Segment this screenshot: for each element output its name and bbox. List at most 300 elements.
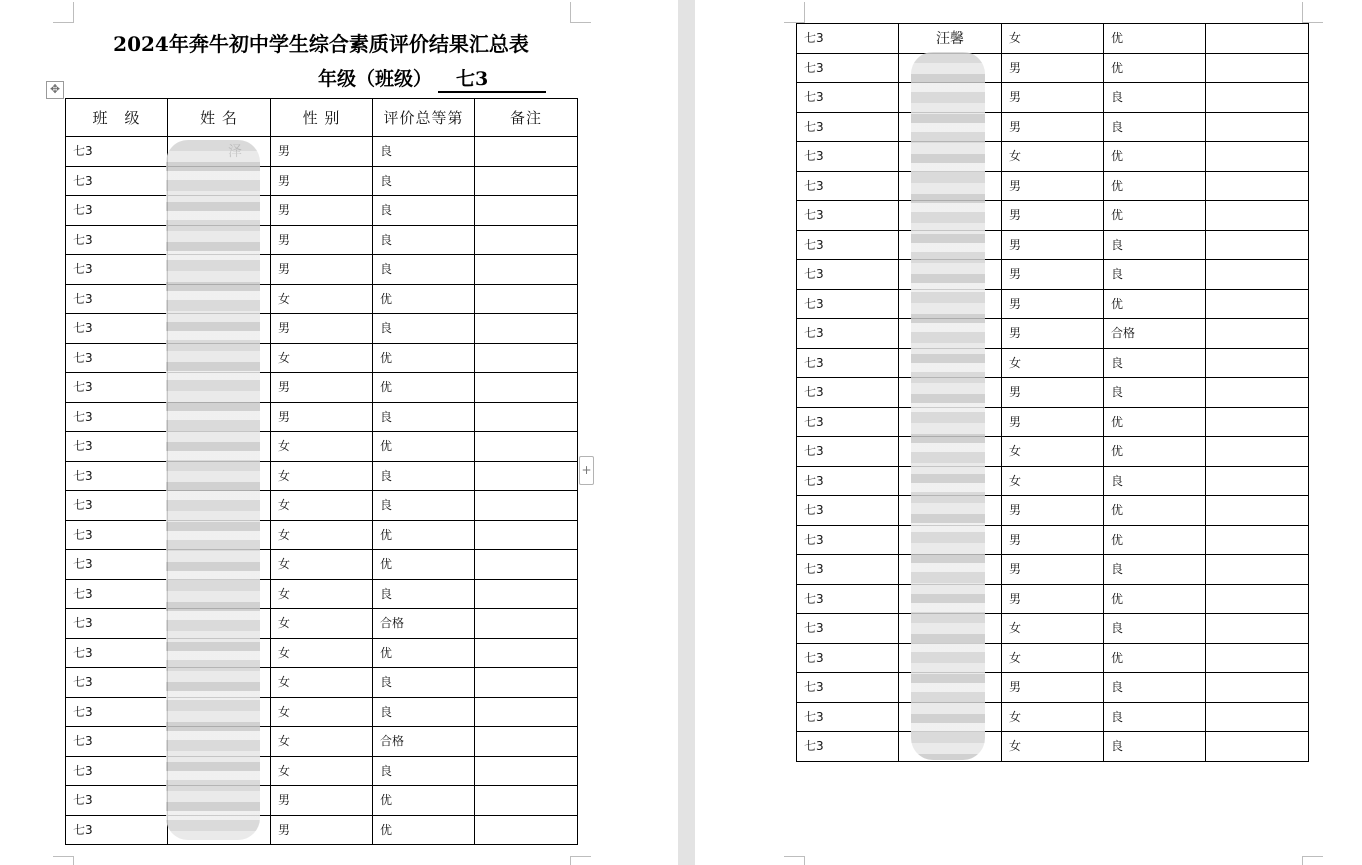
cell-grade[interactable] bbox=[1104, 171, 1206, 201]
cell-gender[interactable] bbox=[1002, 142, 1104, 172]
note-value bbox=[1206, 585, 1308, 590]
cell-class[interactable] bbox=[66, 166, 168, 196]
cell-class[interactable] bbox=[66, 225, 168, 255]
grade-value: 优 bbox=[1111, 60, 1124, 75]
cell-note[interactable] bbox=[475, 727, 578, 757]
results-table-page-1 bbox=[65, 98, 578, 845]
cell-note[interactable] bbox=[1206, 348, 1309, 378]
cell-note[interactable] bbox=[1206, 496, 1309, 526]
cell-class[interactable] bbox=[66, 668, 168, 698]
table-row bbox=[66, 638, 578, 668]
plus-icon[interactable]: + bbox=[579, 456, 594, 485]
grade-value: 良 bbox=[380, 498, 393, 512]
class-value: 七3 bbox=[804, 237, 824, 252]
grade-value: 优 bbox=[380, 557, 393, 571]
cell-class[interactable] bbox=[797, 83, 899, 113]
note-value bbox=[475, 491, 577, 496]
cell-grade[interactable] bbox=[373, 196, 475, 226]
cell-class[interactable] bbox=[797, 673, 899, 703]
grade-value: 良 bbox=[380, 203, 393, 217]
cell-note[interactable] bbox=[475, 402, 578, 432]
cell-gender[interactable] bbox=[271, 461, 373, 491]
note-value bbox=[475, 255, 577, 260]
table-row bbox=[66, 579, 578, 609]
cell-gender[interactable] bbox=[1002, 201, 1104, 231]
cell-gender[interactable] bbox=[1002, 437, 1104, 467]
cell-class[interactable] bbox=[797, 496, 899, 526]
note-value bbox=[1206, 54, 1308, 59]
cell-class[interactable] bbox=[797, 260, 899, 290]
cell-grade[interactable] bbox=[373, 520, 475, 550]
grade-value: 良 bbox=[1111, 562, 1124, 576]
class-value: 七3 bbox=[73, 291, 93, 306]
cell-gender[interactable] bbox=[271, 697, 373, 727]
cell-gender[interactable] bbox=[271, 196, 373, 226]
class-value: 七3 bbox=[73, 321, 93, 335]
cell-class[interactable] bbox=[66, 196, 168, 226]
table-row bbox=[66, 432, 578, 462]
cell-note[interactable] bbox=[1206, 142, 1309, 172]
cell-note[interactable] bbox=[1206, 437, 1309, 467]
note-value bbox=[1206, 408, 1308, 413]
page-corner-mark bbox=[53, 856, 74, 865]
cell-note[interactable] bbox=[475, 638, 578, 668]
cell-grade[interactable] bbox=[373, 756, 475, 786]
cell-grade[interactable] bbox=[1104, 466, 1206, 496]
cell-gender[interactable] bbox=[271, 756, 373, 786]
cell-note[interactable] bbox=[1206, 614, 1309, 644]
cell-class[interactable] bbox=[66, 373, 168, 403]
gender-value: 男 bbox=[1009, 237, 1022, 252]
cell-note[interactable] bbox=[1206, 24, 1309, 54]
cell-grade[interactable] bbox=[373, 638, 475, 668]
gender-value: 女 bbox=[1009, 444, 1022, 458]
cell-note[interactable] bbox=[475, 697, 578, 727]
cell-class[interactable] bbox=[66, 786, 168, 816]
gender-value: 女 bbox=[1009, 709, 1022, 724]
cell-grade[interactable] bbox=[373, 815, 475, 845]
cell-class[interactable] bbox=[66, 815, 168, 845]
cell-class[interactable] bbox=[66, 579, 168, 609]
cell-gender[interactable] bbox=[1002, 614, 1104, 644]
cell-grade[interactable] bbox=[1104, 525, 1206, 555]
cell-gender[interactable] bbox=[1002, 496, 1104, 526]
cell-note[interactable] bbox=[475, 166, 578, 196]
gender-value: 女 bbox=[278, 291, 291, 306]
cell-gender[interactable] bbox=[1002, 53, 1104, 83]
grade-value: 良 bbox=[380, 262, 393, 276]
document-page-1 bbox=[0, 0, 678, 865]
cell-grade[interactable] bbox=[1104, 201, 1206, 231]
cell-class[interactable] bbox=[797, 437, 899, 467]
table-row bbox=[66, 314, 578, 344]
cell-gender[interactable] bbox=[1002, 348, 1104, 378]
cell-note[interactable] bbox=[475, 786, 578, 816]
table-row bbox=[66, 225, 578, 255]
cell-class[interactable] bbox=[797, 643, 899, 673]
cell-gender[interactable] bbox=[271, 432, 373, 462]
cell-class[interactable] bbox=[797, 466, 899, 496]
gender-value: 女 bbox=[278, 527, 291, 542]
grade-value: 良 bbox=[380, 468, 393, 483]
cell-class[interactable] bbox=[797, 732, 899, 762]
cell-grade[interactable] bbox=[1104, 289, 1206, 319]
cell-class[interactable] bbox=[66, 284, 168, 314]
cell-grade[interactable] bbox=[373, 491, 475, 521]
cell-grade[interactable] bbox=[1104, 496, 1206, 526]
gender-value: 女 bbox=[278, 645, 291, 660]
cell-gender[interactable] bbox=[1002, 584, 1104, 614]
cell-class[interactable] bbox=[66, 402, 168, 432]
cell-grade[interactable] bbox=[373, 314, 475, 344]
cell-class[interactable] bbox=[66, 520, 168, 550]
class-value: 七3 bbox=[73, 675, 93, 689]
class-value: 七3 bbox=[73, 616, 93, 630]
table-row bbox=[797, 201, 1309, 231]
cell-note[interactable] bbox=[475, 579, 578, 609]
grade-value: 优 bbox=[1111, 414, 1124, 429]
cell-class[interactable] bbox=[797, 24, 899, 54]
cell-class[interactable] bbox=[797, 378, 899, 408]
cell-grade[interactable] bbox=[373, 697, 475, 727]
cell-note[interactable] bbox=[475, 314, 578, 344]
cell-class[interactable] bbox=[797, 407, 899, 437]
cell-gender[interactable] bbox=[1002, 378, 1104, 408]
cell-note[interactable] bbox=[475, 284, 578, 314]
class-value: 七3 bbox=[73, 498, 93, 512]
page-corner-mark bbox=[784, 2, 805, 23]
class-value: 七3 bbox=[804, 119, 824, 134]
move-arrows-icon[interactable]: ✥ bbox=[46, 81, 64, 99]
cell-gender[interactable] bbox=[1002, 260, 1104, 290]
cell-class[interactable] bbox=[797, 525, 899, 555]
cell-note[interactable] bbox=[475, 255, 578, 285]
class-value: 七3 bbox=[804, 31, 824, 45]
table-row bbox=[66, 373, 578, 403]
gender-value: 男 bbox=[1009, 208, 1022, 222]
cell-grade[interactable] bbox=[373, 668, 475, 698]
cell-gender[interactable] bbox=[1002, 83, 1104, 113]
cell-grade[interactable] bbox=[1104, 732, 1206, 762]
cell-grade[interactable] bbox=[1104, 142, 1206, 172]
cell-grade[interactable] bbox=[373, 432, 475, 462]
cell-gender[interactable] bbox=[1002, 702, 1104, 732]
class-value: 七3 bbox=[804, 562, 824, 576]
gender-value: 女 bbox=[278, 763, 291, 778]
cell-note[interactable] bbox=[1206, 230, 1309, 260]
cell-class[interactable] bbox=[797, 555, 899, 585]
cell-gender[interactable] bbox=[1002, 230, 1104, 260]
gender-value: 女 bbox=[278, 498, 291, 512]
grade-value: 良 bbox=[380, 173, 393, 188]
class-value: 七3 bbox=[804, 208, 824, 222]
cell-gender[interactable] bbox=[1002, 555, 1104, 585]
cell-note[interactable] bbox=[475, 137, 578, 167]
cell-note[interactable] bbox=[475, 815, 578, 845]
cell-grade[interactable] bbox=[1104, 112, 1206, 142]
gender-value: 男 bbox=[1009, 385, 1022, 399]
cell-class[interactable] bbox=[797, 230, 899, 260]
cell-grade[interactable] bbox=[1104, 643, 1206, 673]
gender-value: 女 bbox=[278, 616, 291, 630]
cell-grade[interactable] bbox=[373, 402, 475, 432]
cell-grade[interactable] bbox=[373, 727, 475, 757]
note-value bbox=[475, 668, 577, 673]
note-value bbox=[475, 639, 577, 644]
cell-gender[interactable] bbox=[271, 579, 373, 609]
results-table-page-2 bbox=[796, 23, 1309, 762]
cell-gender[interactable] bbox=[271, 225, 373, 255]
cell-class[interactable] bbox=[66, 550, 168, 580]
cell-grade[interactable] bbox=[373, 255, 475, 285]
header-name: 姓 名 bbox=[168, 99, 271, 137]
cell-class[interactable] bbox=[66, 727, 168, 757]
cell-class[interactable] bbox=[797, 702, 899, 732]
cell-note[interactable] bbox=[1206, 643, 1309, 673]
cell-class[interactable] bbox=[797, 142, 899, 172]
cell-grade[interactable] bbox=[1104, 614, 1206, 644]
cell-note[interactable] bbox=[475, 432, 578, 462]
cell-class[interactable] bbox=[797, 171, 899, 201]
cell-grade[interactable] bbox=[1104, 260, 1206, 290]
cell-gender[interactable] bbox=[1002, 112, 1104, 142]
class-value: 七3 bbox=[73, 793, 93, 807]
grade-value: 优 bbox=[380, 822, 393, 837]
grade-value: 良 bbox=[1111, 709, 1124, 724]
cell-gender[interactable] bbox=[1002, 319, 1104, 349]
note-value bbox=[475, 196, 577, 201]
grade-value: 良 bbox=[1111, 237, 1124, 252]
cell-note[interactable] bbox=[475, 373, 578, 403]
cell-gender[interactable] bbox=[271, 255, 373, 285]
cell-class[interactable] bbox=[797, 289, 899, 319]
cell-gender[interactable] bbox=[1002, 24, 1104, 54]
cell-note[interactable] bbox=[475, 668, 578, 698]
cell-note[interactable] bbox=[475, 520, 578, 550]
table-row bbox=[797, 732, 1309, 762]
class-value: 七3 bbox=[804, 326, 824, 340]
cell-note[interactable] bbox=[1206, 466, 1309, 496]
cell-grade[interactable] bbox=[373, 343, 475, 373]
cell-grade[interactable] bbox=[1104, 230, 1206, 260]
cell-grade[interactable] bbox=[373, 461, 475, 491]
cell-note[interactable] bbox=[1206, 260, 1309, 290]
cell-class[interactable] bbox=[797, 614, 899, 644]
cell-grade[interactable] bbox=[373, 225, 475, 255]
cell-grade[interactable] bbox=[1104, 24, 1206, 54]
table-row bbox=[66, 815, 578, 845]
class-value: 七3 bbox=[804, 709, 824, 724]
cell-grade[interactable] bbox=[1104, 555, 1206, 585]
cell-gender[interactable] bbox=[271, 727, 373, 757]
class-value: 七3 bbox=[804, 503, 824, 517]
cell-grade[interactable] bbox=[1104, 378, 1206, 408]
gender-value: 男 bbox=[278, 173, 291, 188]
cell-note[interactable] bbox=[1206, 319, 1309, 349]
gender-value: 女 bbox=[278, 350, 291, 365]
table-row bbox=[797, 230, 1309, 260]
cell-grade[interactable] bbox=[373, 166, 475, 196]
cell-grade[interactable] bbox=[1104, 673, 1206, 703]
cell-gender[interactable] bbox=[271, 402, 373, 432]
table-row bbox=[797, 319, 1309, 349]
note-value bbox=[475, 786, 577, 791]
cell-gender[interactable] bbox=[271, 550, 373, 580]
cell-grade[interactable] bbox=[1104, 53, 1206, 83]
cell-class[interactable] bbox=[797, 319, 899, 349]
cell-gender[interactable] bbox=[271, 314, 373, 344]
cell-gender[interactable] bbox=[1002, 673, 1104, 703]
grade-label: 年级（班级） bbox=[318, 68, 433, 90]
cell-note[interactable] bbox=[1206, 289, 1309, 319]
table-row bbox=[66, 196, 578, 226]
cell-note[interactable] bbox=[1206, 83, 1309, 113]
class-value: 七3 bbox=[73, 350, 93, 365]
cell-note[interactable] bbox=[475, 225, 578, 255]
cell-note[interactable] bbox=[475, 756, 578, 786]
cell-grade[interactable] bbox=[1104, 702, 1206, 732]
header-gender: 性 别 bbox=[271, 99, 373, 137]
cell-note[interactable] bbox=[475, 609, 578, 639]
cell-class[interactable] bbox=[66, 255, 168, 285]
cell-note[interactable] bbox=[475, 343, 578, 373]
table-row bbox=[66, 461, 578, 491]
cell-grade[interactable] bbox=[1104, 437, 1206, 467]
note-value bbox=[475, 727, 577, 732]
cell-gender[interactable] bbox=[271, 815, 373, 845]
cell-class[interactable] bbox=[797, 584, 899, 614]
table-row bbox=[797, 348, 1309, 378]
cell-gender[interactable] bbox=[271, 491, 373, 521]
cell-gender[interactable] bbox=[1002, 643, 1104, 673]
grade-value: 良 bbox=[380, 675, 393, 689]
cell-class[interactable] bbox=[66, 609, 168, 639]
cell-note[interactable] bbox=[475, 491, 578, 521]
cell-gender[interactable] bbox=[271, 668, 373, 698]
cell-gender[interactable] bbox=[1002, 525, 1104, 555]
cell-gender[interactable] bbox=[271, 284, 373, 314]
cell-note[interactable] bbox=[1206, 702, 1309, 732]
grade-value: 良 bbox=[1111, 267, 1124, 281]
cell-note[interactable] bbox=[1206, 673, 1309, 703]
note-value bbox=[1206, 231, 1308, 236]
class-value: 七3 bbox=[804, 355, 824, 370]
table-row bbox=[797, 378, 1309, 408]
cell-grade[interactable] bbox=[373, 550, 475, 580]
note-value bbox=[1206, 673, 1308, 678]
cell-gender[interactable] bbox=[271, 343, 373, 373]
cell-note[interactable] bbox=[1206, 112, 1309, 142]
cell-grade[interactable] bbox=[373, 137, 475, 167]
cell-note[interactable] bbox=[475, 461, 578, 491]
cell-note[interactable] bbox=[1206, 171, 1309, 201]
table-row bbox=[797, 437, 1309, 467]
cell-gender[interactable] bbox=[271, 137, 373, 167]
cell-note[interactable] bbox=[1206, 525, 1309, 555]
cell-gender[interactable] bbox=[271, 373, 373, 403]
cell-class[interactable] bbox=[66, 432, 168, 462]
cell-gender[interactable] bbox=[271, 638, 373, 668]
cell-grade[interactable] bbox=[1104, 319, 1206, 349]
cell-gender[interactable] bbox=[1002, 732, 1104, 762]
cell-note[interactable] bbox=[1206, 584, 1309, 614]
note-value bbox=[475, 462, 577, 467]
name-value: 汪馨 bbox=[936, 31, 964, 47]
cell-gender[interactable] bbox=[1002, 407, 1104, 437]
gender-value: 男 bbox=[1009, 267, 1022, 281]
cell-gender[interactable] bbox=[271, 166, 373, 196]
cell-class[interactable] bbox=[66, 638, 168, 668]
class-value: 七3 bbox=[73, 232, 93, 247]
cell-note[interactable] bbox=[1206, 53, 1309, 83]
cell-class[interactable] bbox=[797, 201, 899, 231]
class-value: 七3 bbox=[73, 527, 93, 542]
cell-class[interactable] bbox=[797, 53, 899, 83]
class-value: 七3 bbox=[73, 704, 93, 719]
cell-class[interactable] bbox=[66, 461, 168, 491]
cell-class[interactable] bbox=[66, 491, 168, 521]
cell-gender[interactable] bbox=[271, 609, 373, 639]
grade-value: 合格 bbox=[380, 734, 405, 748]
note-value bbox=[1206, 290, 1308, 295]
cell-class[interactable] bbox=[797, 112, 899, 142]
note-value bbox=[475, 285, 577, 290]
class-value: 七3 bbox=[804, 621, 824, 635]
cell-name[interactable] bbox=[899, 24, 1002, 54]
cell-note[interactable] bbox=[475, 196, 578, 226]
cell-class[interactable] bbox=[66, 314, 168, 344]
cell-note[interactable] bbox=[1206, 407, 1309, 437]
cell-grade[interactable] bbox=[373, 609, 475, 639]
cell-gender[interactable] bbox=[271, 786, 373, 816]
cell-gender[interactable] bbox=[271, 520, 373, 550]
header-class: 班 级 bbox=[66, 99, 168, 137]
table-row bbox=[797, 142, 1309, 172]
cell-class[interactable] bbox=[66, 343, 168, 373]
cell-gender[interactable] bbox=[1002, 289, 1104, 319]
cell-note[interactable] bbox=[1206, 378, 1309, 408]
cell-grade[interactable] bbox=[373, 579, 475, 609]
cell-class[interactable] bbox=[797, 348, 899, 378]
cell-note[interactable] bbox=[1206, 555, 1309, 585]
gender-value: 女 bbox=[278, 704, 291, 719]
gender-value: 男 bbox=[1009, 60, 1022, 75]
note-value bbox=[475, 521, 577, 526]
note-value bbox=[475, 167, 577, 172]
cell-grade[interactable] bbox=[1104, 407, 1206, 437]
cell-grade[interactable] bbox=[1104, 83, 1206, 113]
cell-grade[interactable] bbox=[1104, 348, 1206, 378]
cell-gender[interactable] bbox=[1002, 466, 1104, 496]
cell-note[interactable] bbox=[475, 550, 578, 580]
cell-grade[interactable] bbox=[373, 786, 475, 816]
cell-grade[interactable] bbox=[373, 284, 475, 314]
cell-gender[interactable] bbox=[1002, 171, 1104, 201]
cell-class[interactable] bbox=[66, 756, 168, 786]
cell-grade[interactable] bbox=[1104, 584, 1206, 614]
cell-class[interactable] bbox=[66, 137, 168, 167]
gender-value: 男 bbox=[278, 321, 291, 335]
grade-value: 良 bbox=[1111, 680, 1124, 694]
class-value: 七3 bbox=[804, 532, 824, 547]
cell-note[interactable] bbox=[1206, 732, 1309, 762]
cell-grade[interactable] bbox=[373, 373, 475, 403]
cell-note[interactable] bbox=[1206, 201, 1309, 231]
cell-class[interactable] bbox=[66, 697, 168, 727]
gender-value: 女 bbox=[278, 468, 291, 483]
redaction-blur bbox=[166, 140, 260, 840]
class-value: 七3 bbox=[804, 267, 824, 281]
